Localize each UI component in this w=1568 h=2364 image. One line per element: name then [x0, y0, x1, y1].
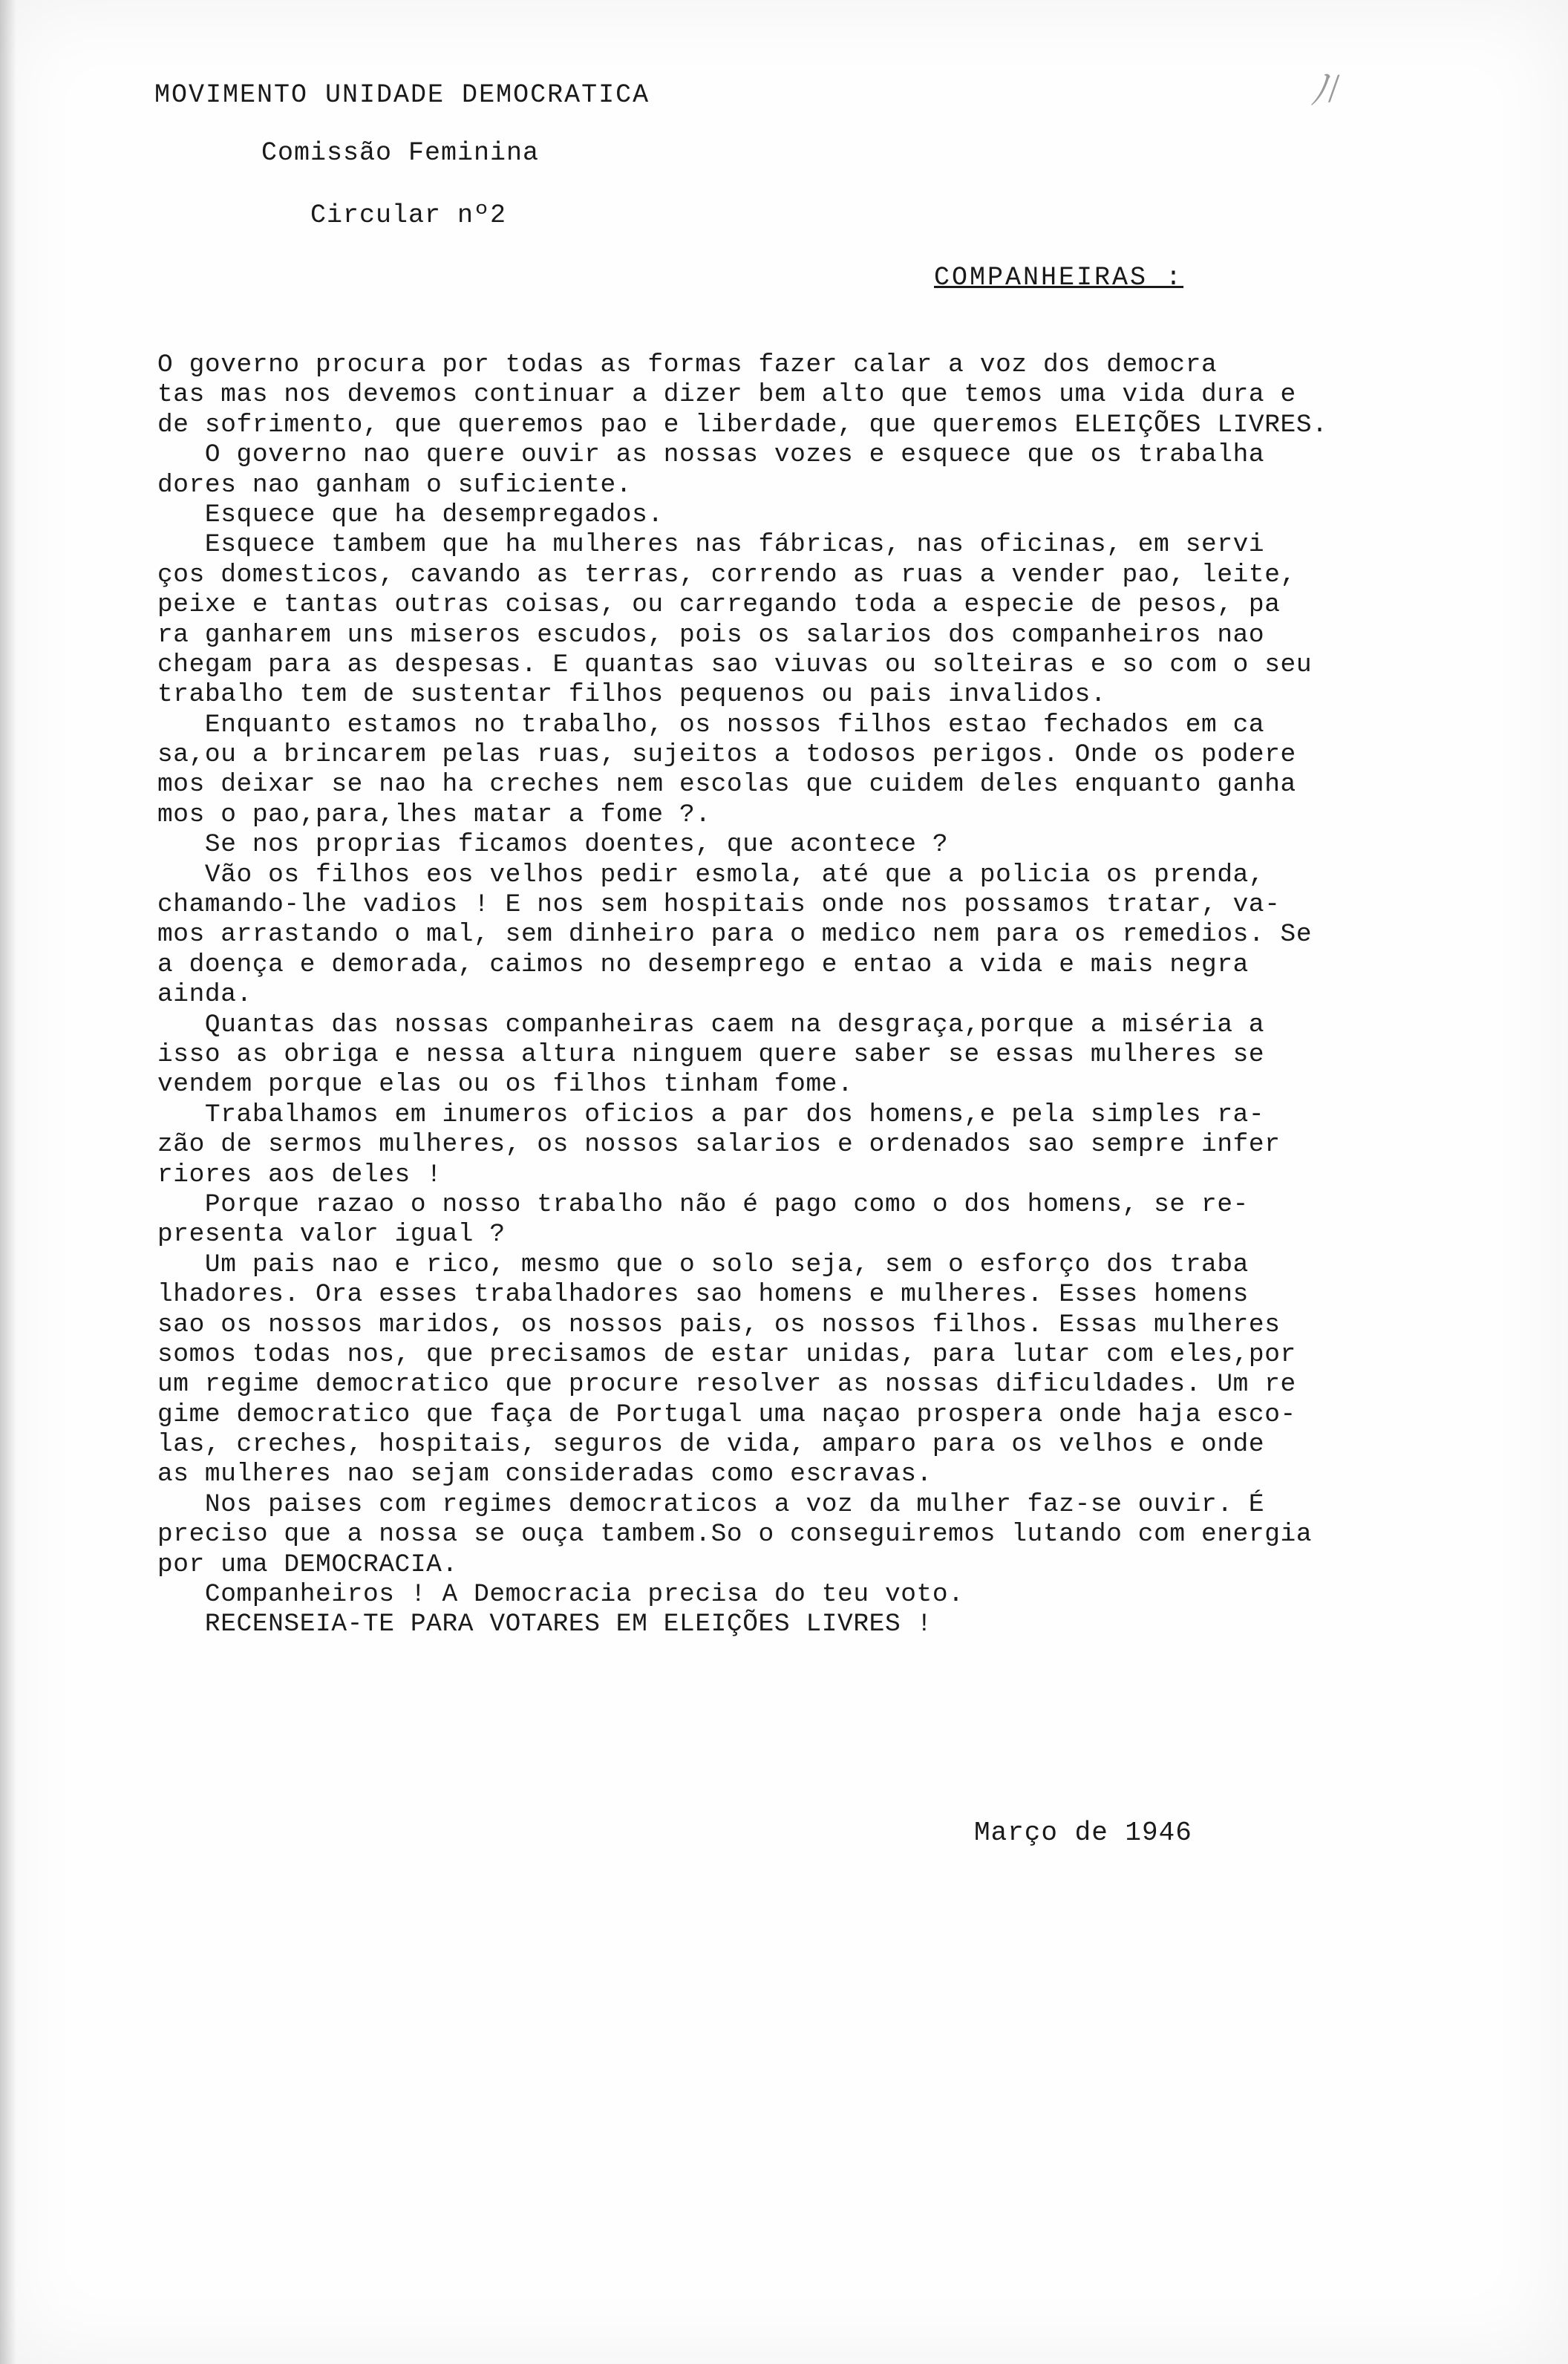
body-line: as mulheres nao sejam consideradas como escravas.: [157, 1460, 932, 1489]
circular-number: Circular nº2: [310, 200, 507, 230]
body-line: Nos paises com regimes democraticos a voz da mulher faz-se ouvir. É: [157, 1489, 1265, 1519]
body-line: ra ganharem uns miseros escudos, pois os salarios dos companheiros nao: [157, 620, 1265, 650]
body-line: riores aos deles !: [157, 1160, 442, 1189]
body-line: Um pais nao e rico, mesmo que o solo seja, sem o esforço dos traba: [157, 1250, 1249, 1279]
organization-name: MOVIMENTO UNIDADE DEMOCRATICA: [154, 80, 650, 110]
body-line: zão de sermos mulheres, os nossos salarios e ordenados sao sempre infer: [157, 1130, 1281, 1160]
body-line: Quantas das nossas companheiras caem na desgraça,porque a miséria a: [157, 1010, 1265, 1039]
body-line: O governo procura por todas as formas fazer calar a voz dos democra: [157, 350, 1218, 379]
letter-date: Março de 1946: [974, 1818, 1192, 1848]
body-line: chamando-lhe vadios ! E nos sem hospitais onde nos possamos tratar, va-: [157, 890, 1281, 920]
salutation: COMPANHEIRAS :: [934, 263, 1184, 293]
body-line: Trabalhamos em inumeros oficios a par dos homens,e pela simples ra-: [157, 1100, 1265, 1129]
body-line: RECENSEIA-TE PARA VOTARES EM ELEIÇÕES LIVRES !: [157, 1610, 932, 1639]
body-line: ços domesticos, cavando as terras, correndo as ruas a vender pao, leite,: [157, 560, 1296, 590]
body-line: peixe e tantas outras coisas, ou carregando toda a especie de pesos, pa: [157, 590, 1281, 620]
body-line: por uma DEMOCRACIA.: [157, 1550, 458, 1579]
body-line: somos todas nos, que precisamos de estar unidas, para lutar com eles,por: [157, 1339, 1296, 1369]
body-line: de sofrimento, que queremos pao e liberdade, que queremos ELEIÇÕES LIVRES.: [157, 410, 1328, 440]
body-line: O governo nao quere ouvir as nossas vozes e esquece que os trabalha: [157, 440, 1265, 470]
body-line: sao os nossos maridos, os nossos pais, os nossos filhos. Essas mulheres: [157, 1310, 1281, 1339]
body-line: mos deixar se nao ha creches nem escolas que cuidem deles enquanto ganha: [157, 770, 1296, 800]
body-line: trabalho tem de sustentar filhos pequenos ou pais invalidos.: [157, 680, 1107, 710]
body-line: presenta valor igual ?: [157, 1220, 506, 1250]
body-line: tas mas nos devemos continuar a dizer bem alto que temos uma vida dura e: [157, 380, 1296, 410]
body-line: isso as obriga e nessa altura ninguem quere saber se essas mulheres se: [157, 1039, 1265, 1069]
body-line: vendem porque elas ou os filhos tinham fome.: [157, 1070, 854, 1100]
body-line: Vão os filhos eos velhos pedir esmola, até que a policia os prenda,: [157, 860, 1265, 889]
body-line: mos o pao,para,lhes matar a fome ?.: [157, 800, 711, 829]
body-line: Enquanto estamos no trabalho, os nossos filhos estao fechados em ca: [157, 710, 1265, 739]
body-line: chegam para as despesas. E quantas sao viuvas ou solteiras e so com o seu: [157, 650, 1313, 679]
body-line: gime democratico que faça de Portugal uma naçao prospera onde haja esco-: [157, 1400, 1296, 1429]
commission-name: Comissão Feminina: [261, 138, 540, 168]
body-line: um regime democratico que procure resolver as nossas dificuldades. Um re: [157, 1370, 1296, 1400]
margin-handwritten-mark: ﾉ/: [1306, 67, 1342, 114]
body-line: Se nos proprias ficamos doentes, que acontece ?: [157, 830, 949, 860]
body-line: Esquece tambem que ha mulheres nas fábricas, nas oficinas, em servi: [157, 530, 1265, 560]
letter-body: [157, 350, 1464, 1640]
body-line: a doença e demorada, caimos no desemprego e entao a vida e mais negra: [157, 950, 1249, 979]
body-line: sa,ou a brincarem pelas ruas, sujeitos a todosos perigos. Onde os podere: [157, 740, 1296, 770]
body-line: Porque razao o nosso trabalho não é pago como o dos homens, se re-: [157, 1189, 1249, 1219]
body-line: ainda.: [157, 980, 252, 1010]
body-line: preciso que a nossa se ouça tambem.So o conseguiremos lutando com energia: [157, 1520, 1313, 1550]
body-line: las, creches, hospitais, seguros de vida, amparo para os velhos e onde: [157, 1430, 1265, 1460]
body-line: mos arrastando o mal, sem dinheiro para o medico nem para os remedios. Se: [157, 920, 1313, 950]
body-line: lhadores. Ora esses trabalhadores sao homens e mulheres. Esses homens: [157, 1280, 1249, 1310]
body-line: dores nao ganham o suficiente.: [157, 470, 633, 500]
scan-edge-shadow: [0, 0, 16, 2364]
body-line: Esquece que ha desempregados.: [157, 500, 664, 529]
body-line: Companheiros ! A Democracia precisa do teu voto.: [157, 1580, 964, 1610]
